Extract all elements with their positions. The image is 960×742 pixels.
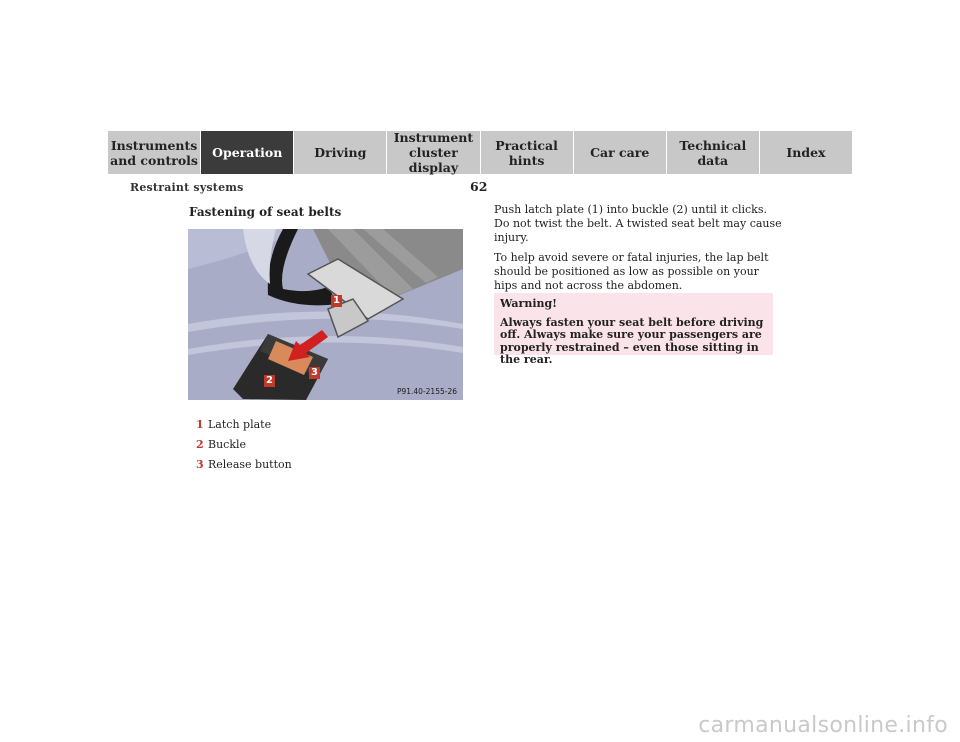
- callout-2: 2: [266, 375, 273, 386]
- page-number: 62: [470, 179, 488, 194]
- tab-index[interactable]: Index: [760, 131, 852, 174]
- legend-item: [196, 434, 292, 454]
- tab-operation[interactable]: Operation: [201, 131, 294, 174]
- tab-instruments-and-controls[interactable]: Instruments and controls: [108, 131, 201, 174]
- callout-3: 3: [311, 367, 318, 378]
- legend-item: [196, 414, 292, 434]
- warning-title: Warning!: [500, 297, 558, 310]
- legend-number: 1: [196, 417, 204, 431]
- instructions: [494, 203, 784, 299]
- figure-code: P91.40-2155-26: [396, 387, 457, 396]
- legend-text: Buckle: [208, 437, 247, 451]
- seat-belt-illustration: [188, 229, 463, 400]
- tab-practical-hints[interactable]: Practical hints: [481, 131, 574, 174]
- warning-text: Always fasten your seat belt before driving off. Always make sure your passengers are properly restrained – even those sitting in the rear.: [500, 315, 764, 366]
- callout-1: 1: [333, 295, 340, 306]
- tab-car-care[interactable]: Car care: [574, 131, 667, 174]
- paragraph: Push latch plate (1) into buckle (2) until it clicks. Do not twist the belt. A twisted seat belt may cause injury.: [494, 203, 782, 244]
- figure-legend: [196, 414, 292, 474]
- seat-belt-drawing: [188, 229, 463, 400]
- section-title: Restraint systems: [130, 181, 244, 194]
- warning-box: [494, 293, 773, 366]
- watermark: carmanualsonline.info: [698, 713, 948, 738]
- legend-item: [196, 454, 292, 474]
- paragraph: To help avoid severe or fatal injuries, the lap belt should be positioned as low as possible on your hips and not across the abdomen.: [494, 251, 769, 292]
- page-heading: Fastening of seat belts: [189, 205, 342, 219]
- legend-number: 2: [196, 437, 204, 451]
- legend-text: Release button: [208, 457, 292, 471]
- legend-text: Latch plate: [208, 417, 272, 431]
- tab-driving[interactable]: Driving: [294, 131, 387, 174]
- tab-technical-data[interactable]: Technical data: [667, 131, 760, 174]
- tab-instrument-cluster-display[interactable]: Instrument cluster display: [387, 131, 480, 174]
- legend-number: 3: [196, 457, 204, 471]
- chapter-nav: [108, 131, 852, 174]
